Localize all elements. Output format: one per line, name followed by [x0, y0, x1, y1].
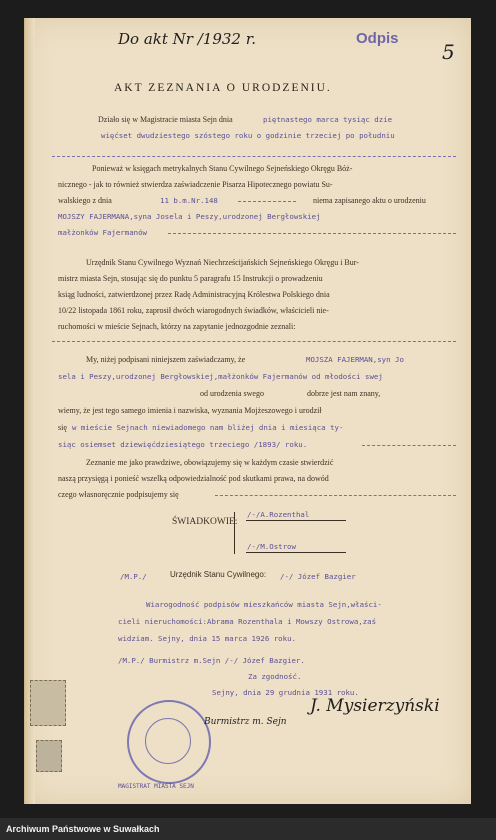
body-line: Urzędnik Stanu Cywilnego Wyznań Niechrześcijańskich Sejneńskiego Okręgu i Bur-: [86, 258, 359, 267]
body-typed-name: MOJSZA FAJERMAN,syn Jo: [306, 355, 404, 364]
body-typed-line: siąc osiemset dziewięćdziesiątego trzeciego /1893/ roku.: [58, 440, 308, 449]
registrar-label: Urzędnik Stanu Cywilnego:: [170, 570, 267, 579]
body-line: naszą przysięgą i ponieść wszelką odpowiedzialność pod skutkami prawa, na dowód: [58, 474, 329, 483]
witnesses-label: ŚWIADKOWIE:: [172, 517, 238, 527]
dashed-separator: [52, 341, 456, 342]
copy-stamp: Odpis: [356, 30, 399, 47]
signature-line: [246, 552, 346, 553]
conformity-note: Za zgodność.: [248, 672, 302, 681]
body-line: wiemy, że jest tego samego imienia i nazwiska, wyznania Mojżeszowego i urodził: [58, 406, 322, 415]
seal-mark: /M.P./: [120, 572, 147, 581]
body-typed-line: więćset dwudziestego szóstego roku o godzinie trzeciej po południu: [101, 131, 395, 140]
certification-line: widziam. Sejny, dnia 15 marca 1926 roku.: [118, 634, 296, 643]
certification-line: cieli nieruchomości:Abrama Rozenthala i Mowszy Ostrowa,zaś: [118, 617, 377, 626]
body-line: Działo się w Magistracie miasta Sejn dnia: [98, 115, 233, 124]
magistrate-seal: [127, 700, 211, 784]
body-line: od urodzenia swego: [200, 389, 264, 398]
seal-text: MAGISTRAT MIASTA SEJN: [118, 783, 194, 790]
dashed-fill: [168, 233, 456, 234]
dashed-fill: [362, 445, 456, 446]
witnesses-brace: [234, 512, 243, 554]
body-line: niema zapisanego aktu o urodzeniu: [313, 196, 426, 205]
page-number: 5: [442, 40, 455, 64]
witness-name: /-/M.Ostrow: [247, 542, 296, 551]
certification-line: /M.P./ Burmistrz m.Sejn /-/ Józef Bazgier.: [118, 656, 305, 665]
dashed-separator: [52, 156, 456, 157]
body-line: walskiego z dnia: [58, 196, 112, 205]
body-typed-name: małżonków Fajermanów: [58, 228, 147, 237]
certification-date: Sejny, dnia 29 grudnia 1931 roku.: [212, 688, 359, 697]
body-line: 10/22 listopada 1861 roku, zaprosił dwóch wiarogodnych świadków, właścicieli nie-: [58, 306, 329, 315]
registrar-name: /-/ Józef Bazgier: [280, 572, 356, 581]
signature: J. Mysierzyński: [310, 696, 440, 716]
body-line: dobrze jest nam znany,: [307, 389, 381, 398]
body-typed-line: sela i Peszy,urodzonej Bergłowskiej,małżonków Fajermanów od młodości swej: [58, 372, 383, 381]
body-typed-line: w mieście Sejnach niewiadomego nam bliżej dnia i miesiąca ty-: [72, 423, 344, 432]
body-line: mistrz miasta Sejn, stosując się do punktu 5 paragrafu 15 Instrukcji o prowadzeniu: [58, 274, 323, 283]
body-typed-name: MOJSZY FAJERMANA,syna Josela i Peszy,urodzonej Bergłowskiej: [58, 212, 321, 221]
body-typed-ref: 11 b.m.Nr.148: [160, 196, 218, 205]
body-line: My, niżej podpisani niniejszem zaświadczamy, że: [86, 355, 246, 364]
signature-label: Burmistrz m. Sejn: [204, 717, 287, 727]
dashed-fill: [215, 495, 456, 496]
signature-line: [246, 520, 346, 521]
body-line: Zeznanie me jako prawdziwe, obowiązujemy się w każdym czasie stwierdzić: [86, 458, 334, 467]
body-line: się: [58, 423, 67, 432]
document-title: AKT ZEZNANIA O URODZENIU.: [114, 82, 332, 94]
body-line: Ponieważ w księgach metrykalnych Stanu Cywilnego Sejneńskiego Okręgu Bóż-: [92, 164, 353, 173]
body-line: ruchomości w mieście Sejnach, którzy na zapytanie jednozgodnie zeznali:: [58, 322, 296, 331]
certification-line: Wiarogodność podpisów mieszkańców miasta Sejn,właści-: [146, 600, 382, 609]
dashed-fill: [238, 201, 296, 202]
archive-reference: Do akt Nr /1932 r.: [118, 30, 257, 48]
archive-name: Archiwum Państwowe w Suwałkach: [6, 824, 160, 834]
body-typed-date: piętnastego marca tysiąc dzie: [263, 115, 393, 124]
body-line: nicznego - jak to również stwierdza zaświadczenie Pisarza Hipotecznego powiatu Su-: [58, 180, 333, 189]
revenue-stamp: [36, 740, 62, 772]
revenue-stamp: [30, 680, 66, 726]
body-line: czego własnoręcznie podpisujemy się: [58, 490, 179, 499]
body-line: ksiąg ludności, zatwierdzonej przez Radę Administracyjną Królestwa Polskiego dnia: [58, 290, 330, 299]
archive-footer: [0, 818, 496, 840]
witness-name: /-/A.Rozenthal: [247, 510, 310, 519]
